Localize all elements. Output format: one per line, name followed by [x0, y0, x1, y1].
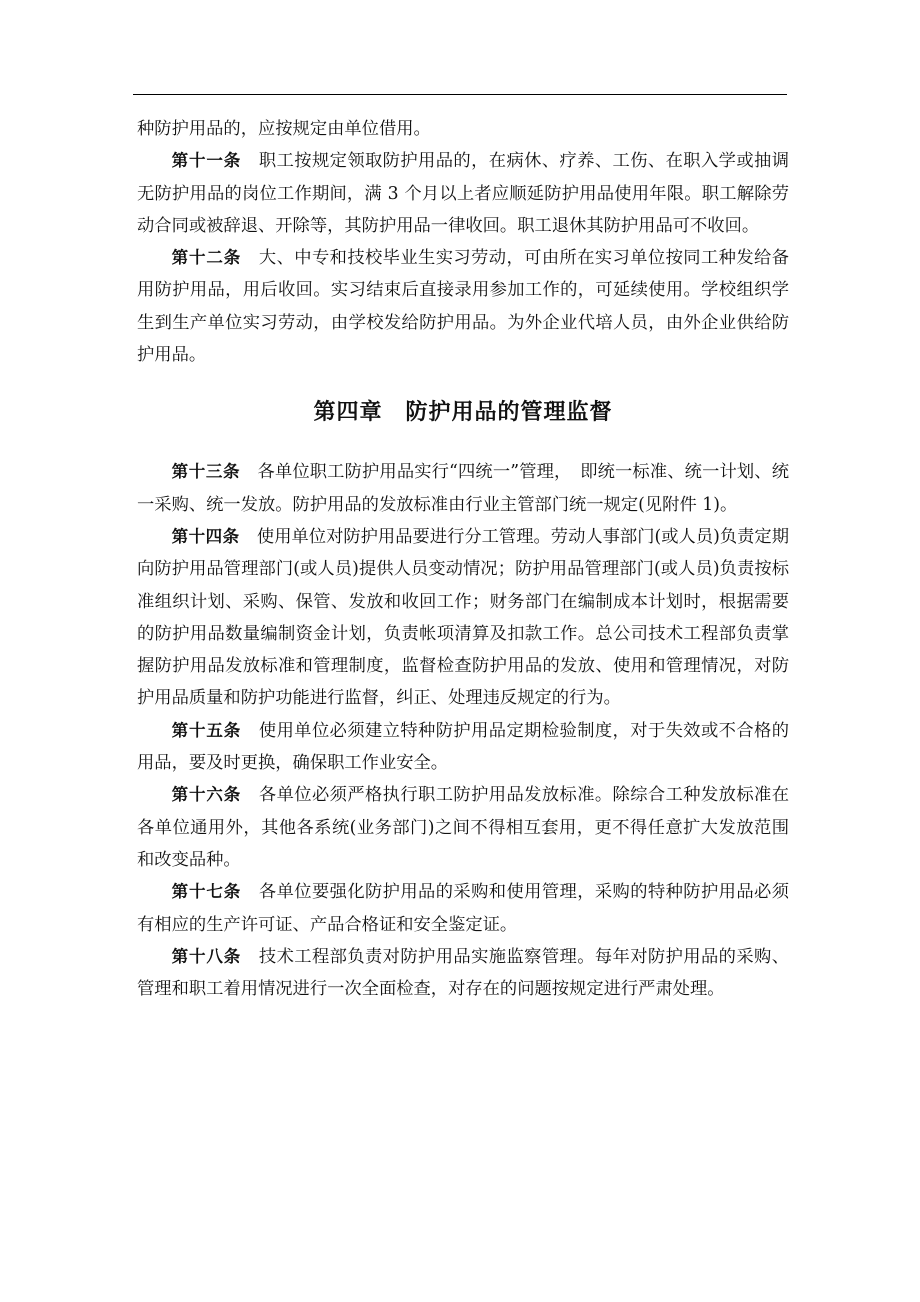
article-text: 使用单位对防护用品要进行分工管理。劳动人事部门(或人员)负责定期向防护用品管理部门(或人员)提供人员变动情况；防护用品管理部门(或人员)负责按标准组织计划、采购、保管、发放和收回工作；财务部门在编制成本计划时，根据需要的防护用品数量编制资金计划，负责帐项清算及扣款工作。总公司技术工程部负责掌握防护用品发放标准和管理制度，监督检查防护用品的发放、使用和管理情况，对防护用品质量和防护功能进行监督，纠正、处理违反规定的行为。 — [137, 526, 789, 709]
article-13 — [137, 456, 789, 521]
article-11 — [137, 145, 789, 242]
header-rule — [133, 94, 787, 95]
article-14 — [137, 521, 789, 715]
article-12 — [137, 242, 789, 371]
article-label: 第十一条 — [171, 151, 242, 171]
article-text: 各单位要强化防护用品的采购和使用管理，采购的特种防护用品必须有相应的生产许可证、产品合格证和安全鉴定证。 — [137, 882, 789, 935]
article-15 — [137, 715, 789, 780]
article-label: 第十五条 — [171, 720, 242, 740]
article-label: 第十二条 — [171, 248, 242, 268]
article-text: 各单位必须严格执行职工防护用品发放标准。除综合工种发放标准在各单位通用外，其他各系统(业务部门)之间不得相互套用，更不得任意扩大发放范围和改变品种。 — [137, 785, 789, 870]
article-text: 技术工程部负责对防护用品实施监察管理。每年对防护用品的采购、管理和职工着用情况进行一次全面检查，对存在的问题按规定进行严肃处理。 — [137, 946, 789, 1000]
article-label: 第十四条 — [171, 526, 240, 546]
article-label: 第十六条 — [171, 785, 242, 805]
continuation-paragraph: 种防护用品的，应按规定由单位借用。 — [137, 119, 431, 139]
article-16 — [137, 779, 789, 876]
document-body — [137, 113, 789, 1005]
article-17 — [137, 876, 789, 941]
article-text: 职工按规定领取防护用品的，在病休、疗养、工伤、在职入学或抽调无防护用品的岗位工作期间，满 3 个月以上者应顺延防护用品使用年限。职工解除劳动合同或被辞退、开除等，其防护用品一律收回。职工退休其防护用品可不收回。 — [137, 151, 789, 236]
article-label: 第十七条 — [171, 882, 242, 902]
article-text: 使用单位必须建立特种防护用品定期检验制度，对于失效或不合格的用品，要及时更换，确保职工作业安全。 — [137, 720, 789, 774]
article-text: 各单位职工防护用品实行“四统一”管理， 即统一标准、统一计划、统一采购、统一发放。防护用品的发放标准由行业主管部门统一规定(见附件 1)。 — [137, 462, 789, 515]
article-18 — [137, 941, 789, 1006]
chapter-title: 第四章 防护用品的管理监督 — [313, 400, 613, 426]
article-label: 第十八条 — [171, 946, 242, 966]
article-text: 大、中专和技校毕业生实习劳动，可由所在实习单位按同工种发给备用防护用品，用后收回。实习结束后直接录用参加工作的，可延续使用。学校组织学生到生产单位实习劳动，由学校发给防护用品。为外企业代培人员，由外企业供给防护用品。 — [137, 248, 789, 366]
article-label: 第十三条 — [171, 462, 241, 482]
